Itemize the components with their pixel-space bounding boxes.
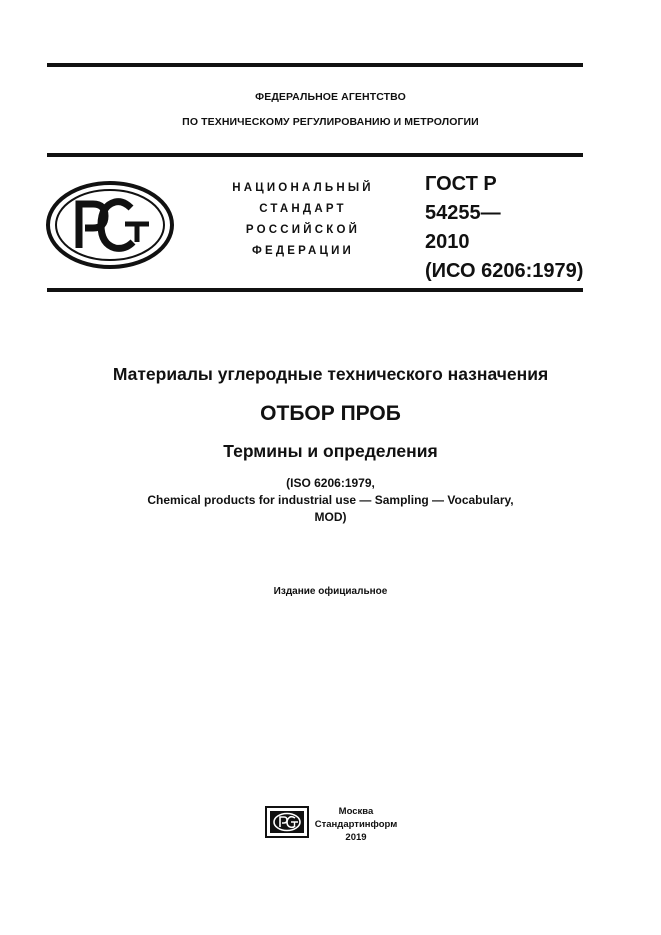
standard-designation (425, 170, 595, 286)
agency-name-line1: ФЕДЕРАЛЬНОЕ АГЕНТСТВО (255, 91, 406, 103)
iso-reference-line3: MOD) (314, 510, 347, 524)
designation-line2: 54255— (425, 202, 501, 224)
top-rule (47, 63, 583, 67)
standard-type-line1: НАЦИОНАЛЬНЫЙ (232, 182, 374, 194)
publication-year: 2019 (345, 832, 367, 843)
header-divider (47, 153, 583, 157)
publisher-name: Стандартинформ (314, 819, 398, 830)
standard-type-block (198, 178, 408, 262)
standartinform-logo-icon (265, 806, 309, 838)
standard-type-line2: СТАНДАРТ (259, 203, 347, 215)
standard-type-line4: ФЕДЕРАЦИИ (251, 245, 355, 257)
designation-divider (47, 288, 583, 292)
document-subtitle: ОТБОР ПРОБ (260, 402, 401, 425)
agency-name-line2: ПО ТЕХНИЧЕСКОМУ РЕГУЛИРОВАНИЮ И МЕТРОЛОГИИ (182, 116, 479, 128)
gost-r-logo-icon (45, 180, 175, 270)
publisher-block (308, 805, 404, 844)
designation-line3: 2010 (425, 231, 470, 253)
standard-type-line3: РОССИЙСКОЙ (245, 224, 361, 236)
iso-reference (0, 475, 661, 526)
designation-line1: ГОСТ Р (425, 173, 497, 195)
document-terms-heading: Термины и определения (223, 441, 438, 461)
publisher-city: Москва (338, 806, 374, 817)
iso-reference-line1: (ISO 6206:1979, (286, 476, 375, 490)
iso-reference-line2: Chemical products for industrial use — Sampling — Vocabulary, (147, 493, 514, 507)
document-title: Материалы углеродные технического назначения (112, 364, 549, 384)
edition-label: Издание официальное (273, 586, 388, 597)
designation-line4: (ИСО 6206:1979) (425, 260, 584, 282)
